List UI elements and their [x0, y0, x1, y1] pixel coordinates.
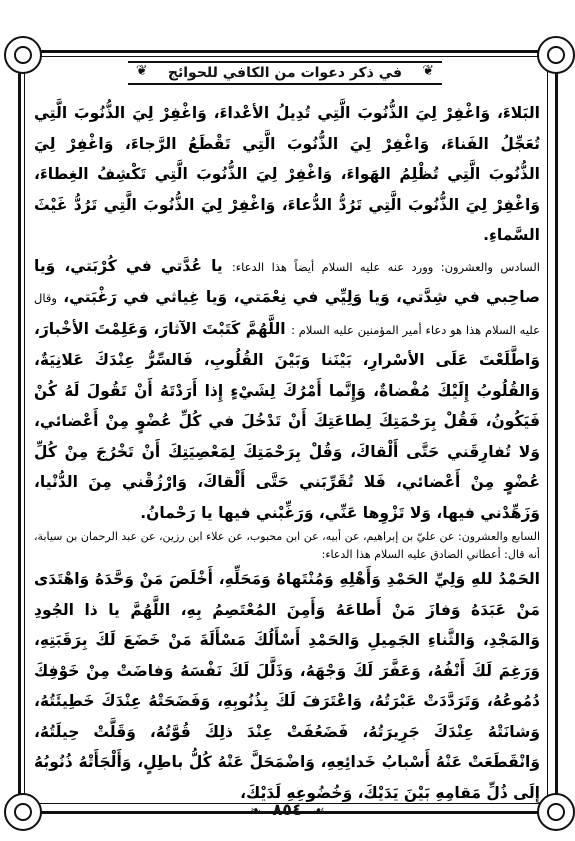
ornament-icon: ❧ — [249, 804, 261, 819]
section-intro: السابع والعشرون: عن عليّ بن إبراهيم، عن أبيه، عن ابن محبوب، عن علاء ابن رزين، عن عبد الرحمان بن سيابة، أنه قال: أعطاني الصادق عليه السلام هذا الدعاء: — [34, 530, 540, 561]
supplication-text: اللَّهُمَّ كَتَبْتَ الآثارَ، وَعَلِمْتَ الأخْبارَ، وَاطَّلَعْتَ عَلَى الأسْرارِ، بَيْنَنا وَبَيْنَ القُلُوبِ، فَالسِّرُّ عِنْدَكَ عَلانِيَةٌ، وَالقُلُوبُ إِلَيْكَ مُفْضاةٌ، وَإِنَّما أَمْرُكَ لِشَيْءٍ إِذا أَرَدْتَهُ أَنْ تَقُولَ لَهُ كُنْ فَيَكُونُ، فَقُلْ بِرَحْمَتِكَ لِطاعَتِكَ أَنْ تَدْخُلَ في كُلِّ عُضْوٍ مِنْ أَعْضائي، وَلا تُفارِقَني حَتَّى أَلْقاكَ، وَقُلْ بِرَحْمَتِكَ لِمَعْصِيَتِكَ أَنْ تَخْرُجَ مِنْ كُلِّ عُضْوٍ مِنْ أَعْضائي، فَلا تُقَرِّبَني حَتَّى أَلْقاكَ، وَارْزُقْني مِنَ الدُّنْيا، وَزَهِّدْني فيها، وَلا تَزْوِها عَنِّي، وَرَغِّبْني فيها يا رَحْمانُ. — [34, 319, 540, 522]
paragraph: البَلاءَ، وَاغْفِرْ لِيَ الذُّنُوبَ الَّتِي تُدِيلُ الأعْداءَ، وَاغْفِرْ لِيَ الذُّنُوبَ الَّتِي تُعَجِّلُ الفَناءَ، وَاغْفِرْ لِيَ الذُّنُوبَ الَّتِي تَقْطَعُ الرَّجاءَ، وَاغْفِرْ لِيَ الذُّنُوبَ الَّتِي تُظْلِمُ الهَواءَ، وَاغْفِرْ لِيَ الذُّنُوبَ الَّتِي تَكْشِفُ الغِطاءَ، وَاغْفِرْ لِيَ الذُّنُوبَ الَّتِي تَرُدُّ الدُّعاءَ، وَاغْفِرْ لِيَ الذُّنُوبَ الَّتِي تَرُدُّ غَيْثَ السَّماءِ. — [34, 104, 540, 244]
section-intro: السادس والعشرون: وورد عنه عليه السلام أيضاً هذا الدعاء: — [231, 259, 541, 274]
header-title: ❦ في ذكر دعوات من الكافي للحوائج ❦ — [128, 61, 442, 85]
supplication-text: يا عُدَّتي في كُرْبَتي، وَيا صاحِبي في شِدَّتي، وَيا وَلِيِّي في نِعْمَتي، وَيا غِياثي في رَغْبَتي، — [34, 256, 540, 306]
running-header — [24, 56, 546, 90]
page-body — [34, 98, 540, 808]
paragraph — [34, 251, 540, 529]
narration-note: وقال عليه السلام هذا هو دعاء أمير المؤمنين عليه السلام : — [34, 291, 540, 337]
page-footer — [0, 800, 575, 819]
ornament-icon: ☙ — [313, 804, 325, 819]
supplication-text: الحَمْدُ للهِ وَلِيِّ الحَمْدِ وَأَهْلِهِ وَمُنْتَهاهُ وَمَحَلِّهِ، أَخْلَصَ مَنْ وَحَّدَهُ وَاهْتَدَى مَنْ عَبَدَهُ وَفازَ مَنْ أَطاعَهُ وَأَمِنَ المُعْتَصِمُ بِهِ، اللَّهُمَّ يا ذا الجُودِ وَالمَجْدِ، وَالثَّناءِ الجَمِيلِ وَالحَمْدِ أَسْأَلُكَ مَسْأَلَةَ مَنْ خَضَعَ لَكَ بِرَقَبَتِهِ، وَرَغِمَ لَكَ أَنْفُهُ، وَعَفَّرَ لَكَ وَجْهَهُ، وَذَلَّلَ لَكَ نَفْسَهُ وَفاضَتْ مِنْ خَوْفِكَ دُمُوعُهُ، وَتَرَدَّدَتْ عَبْرَتُهُ، وَاعْتَرَفَ لَكَ بِذُنُوبِهِ، وَفَضَحَتْهُ عِنْدَكَ خَطِيئَتُهُ، وَشانَتْهُ عِنْدَكَ جَرِيرَتُهُ، فَضَعُفَتْ عِنْدَ ذلِكَ قُوَّتُهُ، وَقَلَّتْ حِيلَتُهُ، وَانْقَطَعَتْ عَنْهُ أَسْبابُ خَدائِعِهِ، وَاضْمَحَلَّ عَنْهُ كُلُّ باطِلٍ، وَأَلْجَأَتْهُ ذُنُوبُهُ إِلَى ذُلِّ مَقامِهِ بَيْنَ يَدَيْكَ، وَخُضُوعِهِ لَدَيْكَ، — [34, 570, 540, 802]
page-number: ٨٥٤ — [272, 800, 302, 819]
